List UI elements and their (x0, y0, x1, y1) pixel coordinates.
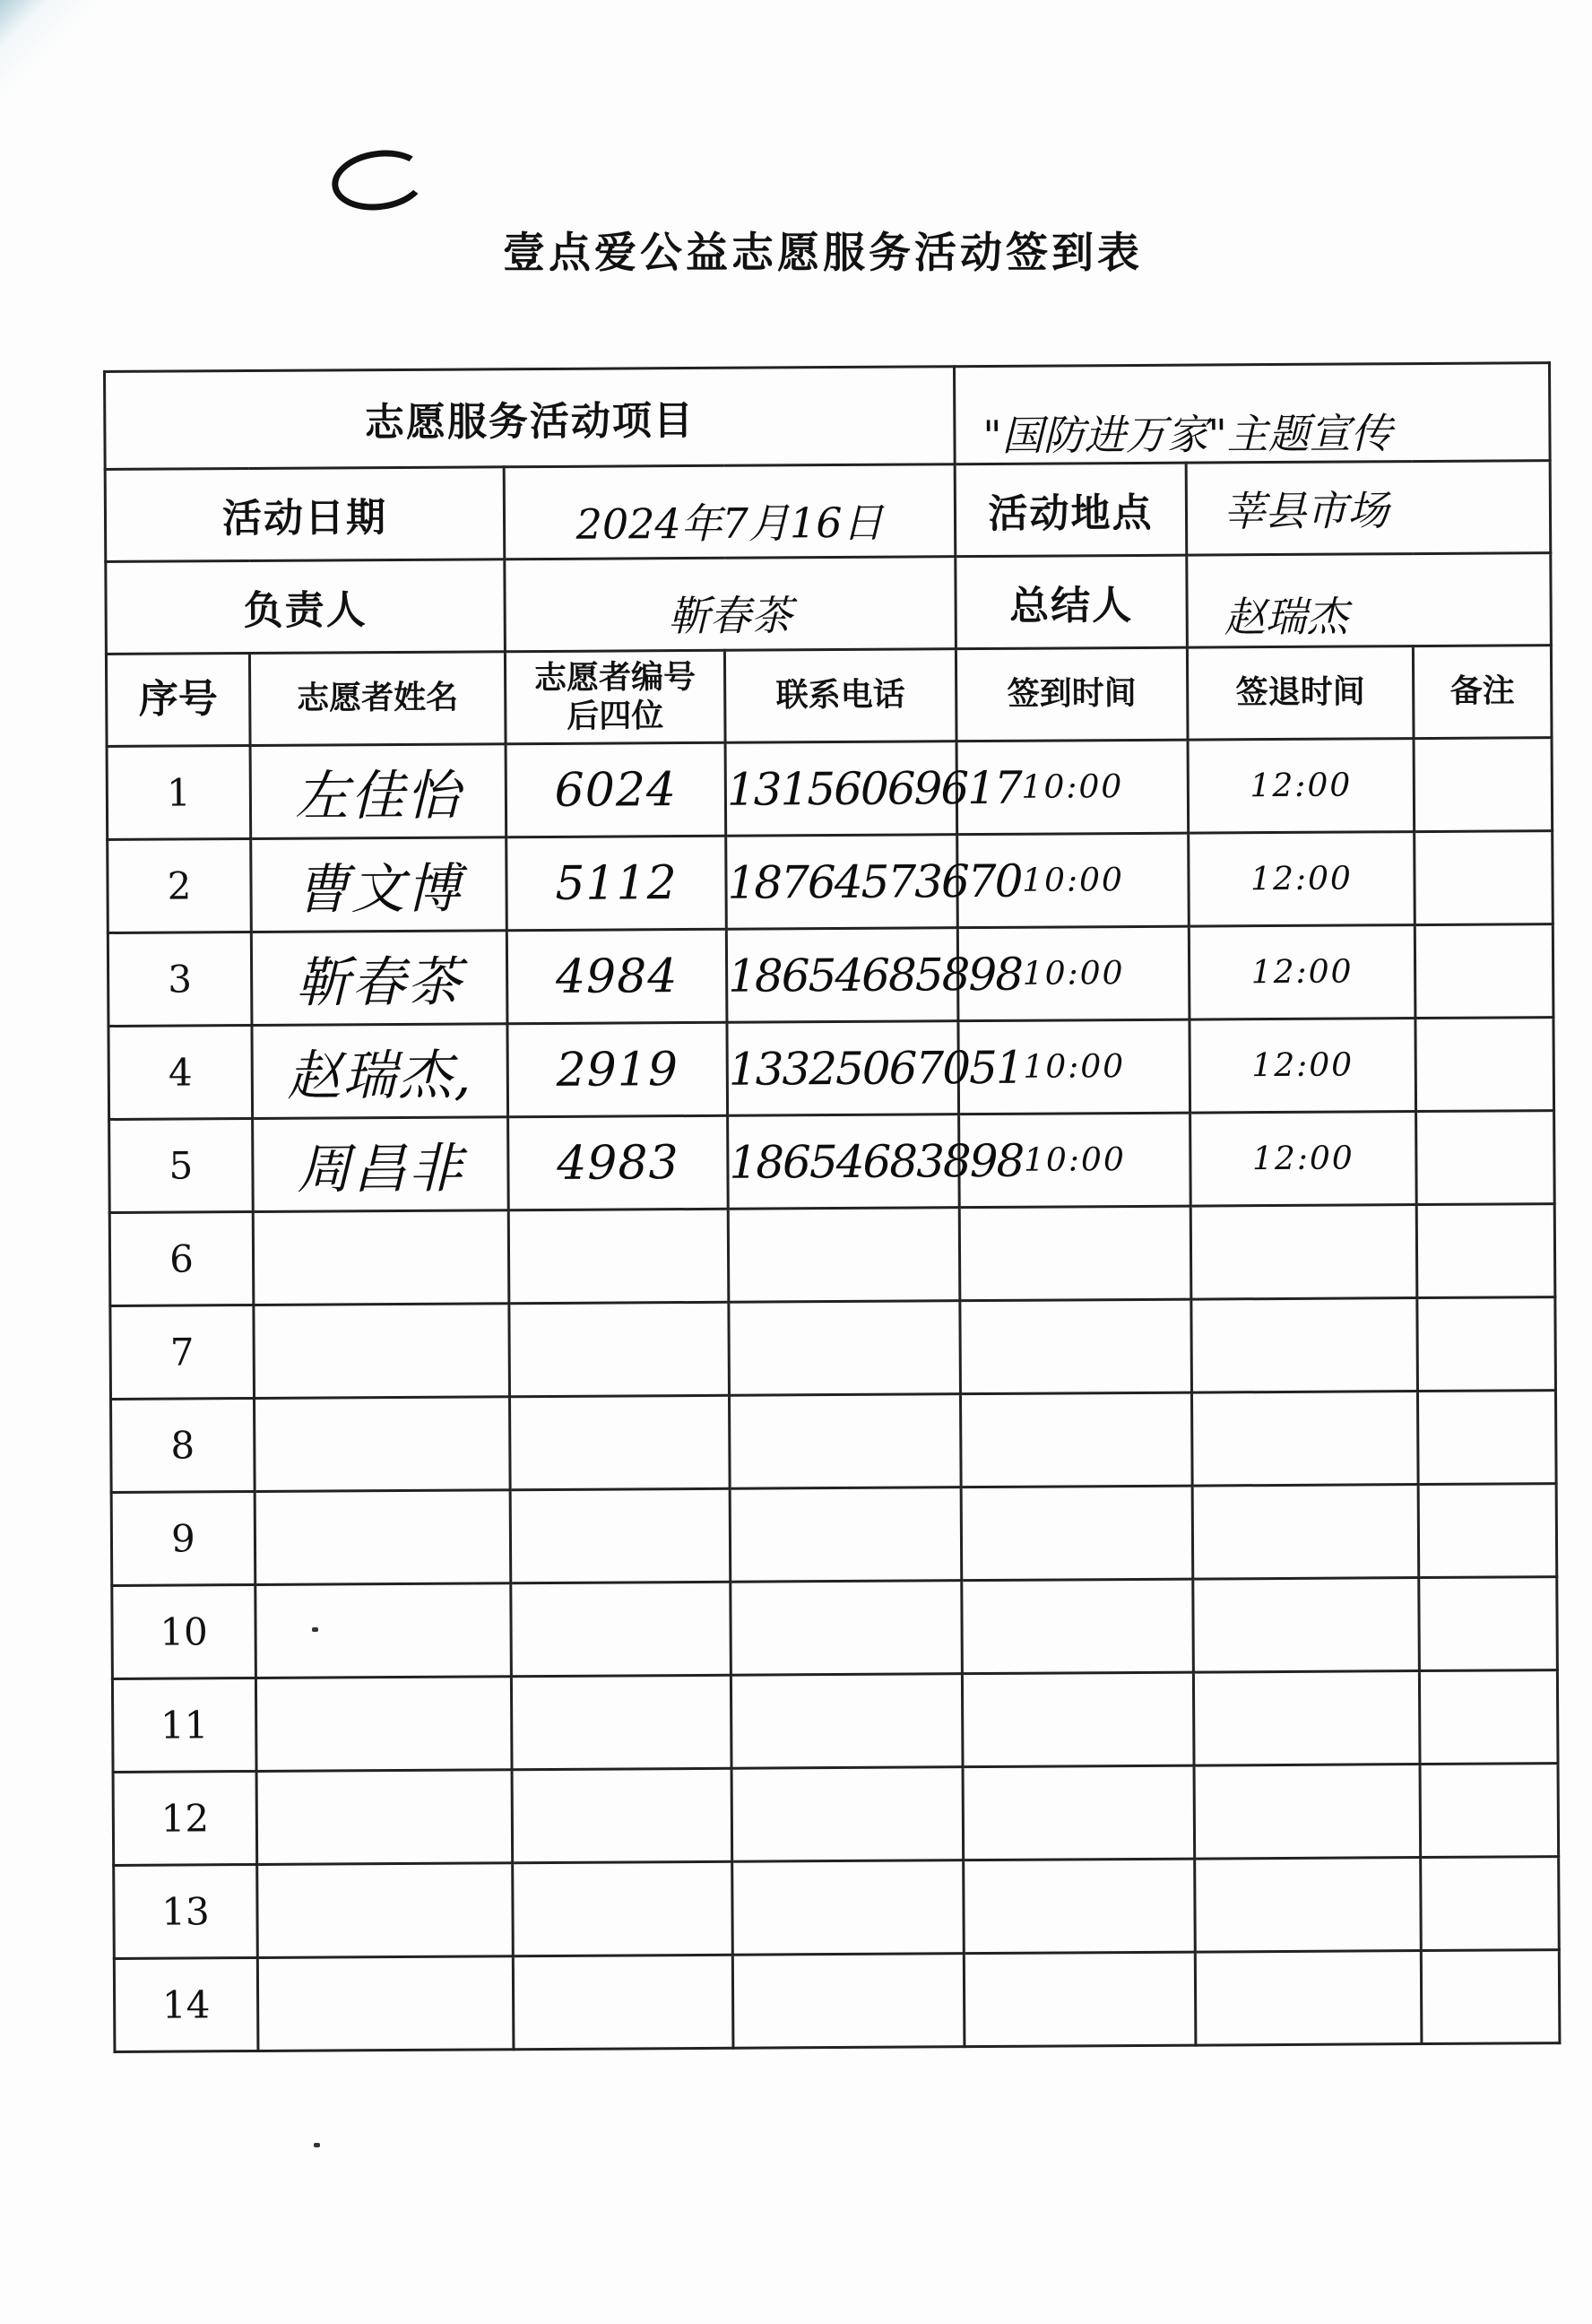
cell-checkin (964, 1859, 1196, 1954)
cell-id (511, 1582, 731, 1676)
cell-id (510, 1395, 731, 1489)
cell-remark (1421, 1857, 1560, 1951)
cell-remark (1417, 1391, 1556, 1485)
cell-checkout: 12:00 (1189, 925, 1415, 1020)
cell-id (512, 1768, 732, 1862)
cell-checkin (961, 1486, 1193, 1581)
cell-checkout (1194, 1765, 1421, 1860)
date-label: 活动日期 (105, 467, 505, 562)
column-header-row (106, 646, 1552, 747)
cell-id: 4983 (508, 1115, 729, 1210)
table-row (107, 738, 1553, 840)
cell-name (255, 1397, 511, 1492)
cell-phone: 18654685898 (726, 928, 958, 1023)
cell-id: 5112 (506, 836, 727, 930)
table-row (108, 1018, 1554, 1120)
cell-checkout (1191, 1392, 1418, 1487)
cell-seq: 9 (111, 1491, 255, 1585)
cell-checkout (1193, 1578, 1420, 1673)
date-value: 2024年7月16日 (504, 464, 956, 559)
table-row (108, 924, 1553, 1027)
cell-checkin: 10:00 (957, 926, 1190, 1021)
table-row (109, 1111, 1555, 1213)
table-row (114, 1950, 1560, 2052)
cell-phone: 18654683898 (728, 1114, 960, 1210)
cell-id: 4984 (506, 929, 727, 1023)
cell-checkout: 12:00 (1189, 832, 1415, 927)
cell-checkout: 12:00 (1190, 1112, 1417, 1207)
summarizer-value: 赵瑞杰 (1187, 553, 1552, 647)
table-row (111, 1484, 1557, 1586)
cell-seq: 14 (114, 1957, 258, 2051)
table-row (113, 1764, 1559, 1866)
cell-phone (730, 1487, 962, 1583)
cell-seq: 4 (108, 1025, 253, 1119)
project-label: 志愿服务活动项目 (105, 367, 956, 470)
table-row (112, 1670, 1558, 1773)
cell-checkin (964, 1952, 1196, 2047)
page-title: 壹点爱公益志愿服务活动签到表 (503, 229, 1143, 278)
cell-name (253, 1210, 509, 1305)
leader-value: 靳春茶 (505, 557, 956, 652)
cell-name: 周昌非 (253, 1117, 509, 1212)
cell-remark (1415, 831, 1553, 925)
cell-phone (729, 1301, 961, 1396)
location-label: 活动地点 (955, 463, 1187, 557)
cell-seq: 8 (111, 1398, 255, 1492)
cell-name: 曹文博 (251, 837, 507, 932)
rows-body (107, 738, 1560, 2052)
cell-phone (728, 1208, 960, 1303)
location-value: 莘县市场 (1186, 461, 1551, 555)
cell-phone: 13156069617 (725, 741, 957, 837)
cell-phone (731, 1581, 963, 1676)
cell-phone: 18764573670 (726, 835, 958, 930)
col-remark-header: 备注 (1413, 646, 1552, 739)
cell-checkout (1192, 1485, 1419, 1580)
table-row (109, 1204, 1555, 1306)
cell-checkin (960, 1299, 1192, 1394)
date-row (105, 461, 1551, 562)
ink-dot (314, 2143, 320, 2147)
cell-name: 赵瑞杰, (252, 1024, 508, 1119)
cell-seq: 5 (109, 1118, 254, 1212)
cell-checkin (962, 1672, 1194, 1767)
cell-id: 6024 (506, 742, 726, 837)
table-row (108, 831, 1553, 933)
cell-checkin (959, 1206, 1191, 1301)
cell-id: 2919 (507, 1022, 728, 1116)
table-row (114, 1857, 1560, 1959)
cell-checkout (1195, 1858, 1422, 1953)
cell-checkin (962, 1579, 1194, 1674)
cell-seq: 3 (108, 932, 252, 1027)
table-row (110, 1297, 1556, 1400)
cell-checkin (960, 1392, 1192, 1487)
cell-id (509, 1302, 730, 1396)
summarizer-label: 总结人 (956, 555, 1188, 649)
cell-remark (1418, 1484, 1557, 1578)
cell-remark (1416, 1204, 1555, 1298)
cell-checkout (1195, 1951, 1422, 2046)
signin-table (103, 361, 1561, 2053)
cell-name (257, 1863, 514, 1958)
col-id-header-line1: 志愿者编号 (533, 657, 696, 697)
cell-name: 左佳怡 (250, 744, 506, 839)
leader-row (106, 553, 1552, 655)
cell-checkout: 12:00 (1188, 739, 1415, 834)
table-row (111, 1391, 1557, 1493)
col-name-header: 志愿者姓名 (249, 652, 506, 746)
scan-edge-shadow (0, 0, 108, 161)
project-row (105, 363, 1551, 470)
cell-seq: 6 (109, 1211, 254, 1305)
table-row (112, 1577, 1558, 1679)
cell-id (510, 1488, 731, 1583)
cell-id (508, 1209, 729, 1303)
cell-id (513, 1955, 733, 2049)
cell-seq: 2 (108, 839, 252, 933)
cell-checkin: 10:00 (958, 1019, 1190, 1114)
cell-remark (1419, 1670, 1558, 1765)
cell-seq: 11 (112, 1678, 256, 1772)
cell-name (255, 1583, 512, 1678)
col-checkout-header: 签退时间 (1187, 646, 1414, 741)
cell-phone: 13325067051 (727, 1021, 959, 1116)
cell-name (255, 1677, 512, 1772)
cell-phone (731, 1674, 963, 1769)
cell-checkin (963, 1765, 1195, 1860)
cell-remark (1415, 1018, 1554, 1112)
cell-name (254, 1304, 510, 1399)
cell-remark (1415, 924, 1553, 1019)
cell-remark (1414, 738, 1553, 832)
cell-phone (732, 1954, 965, 2049)
cell-remark (1416, 1111, 1555, 1205)
col-id-header (505, 650, 725, 743)
cell-phone (729, 1394, 961, 1489)
cell-checkout (1190, 1205, 1417, 1300)
cell-seq: 7 (110, 1305, 255, 1399)
project-value: "国防进万家"主题宣传 (954, 363, 1550, 464)
cell-seq: 13 (114, 1864, 258, 1958)
cell-remark (1421, 1950, 1560, 2044)
cell-name: 靳春茶 (251, 931, 507, 1026)
cell-id (513, 1861, 733, 1955)
cell-checkin: 10:00 (956, 740, 1189, 835)
ink-dot (312, 1627, 318, 1632)
circle-mark-icon (328, 144, 430, 216)
cell-name (256, 1770, 513, 1865)
col-id-header-line2: 后四位 (567, 697, 664, 735)
col-seq-header: 序号 (106, 654, 250, 747)
cell-checkin: 10:00 (957, 833, 1190, 928)
cell-id (511, 1675, 731, 1769)
cell-checkin: 10:00 (959, 1113, 1191, 1208)
cell-remark (1419, 1577, 1558, 1671)
cell-name (257, 1956, 514, 2051)
cell-remark (1417, 1297, 1556, 1392)
cell-seq: 1 (107, 746, 251, 840)
col-phone-header: 联系电话 (724, 649, 956, 743)
cell-phone (732, 1860, 965, 1955)
cell-checkout (1191, 1298, 1418, 1393)
cell-seq: 10 (112, 1584, 256, 1678)
cell-seq: 12 (113, 1771, 257, 1865)
cell-checkout: 12:00 (1190, 1019, 1416, 1114)
cell-checkout (1193, 1671, 1420, 1766)
cell-phone (731, 1767, 964, 1862)
cell-remark (1420, 1764, 1559, 1858)
col-checkin-header: 签到时间 (956, 647, 1188, 741)
leader-label: 负责人 (106, 559, 506, 655)
cell-name (255, 1490, 511, 1585)
